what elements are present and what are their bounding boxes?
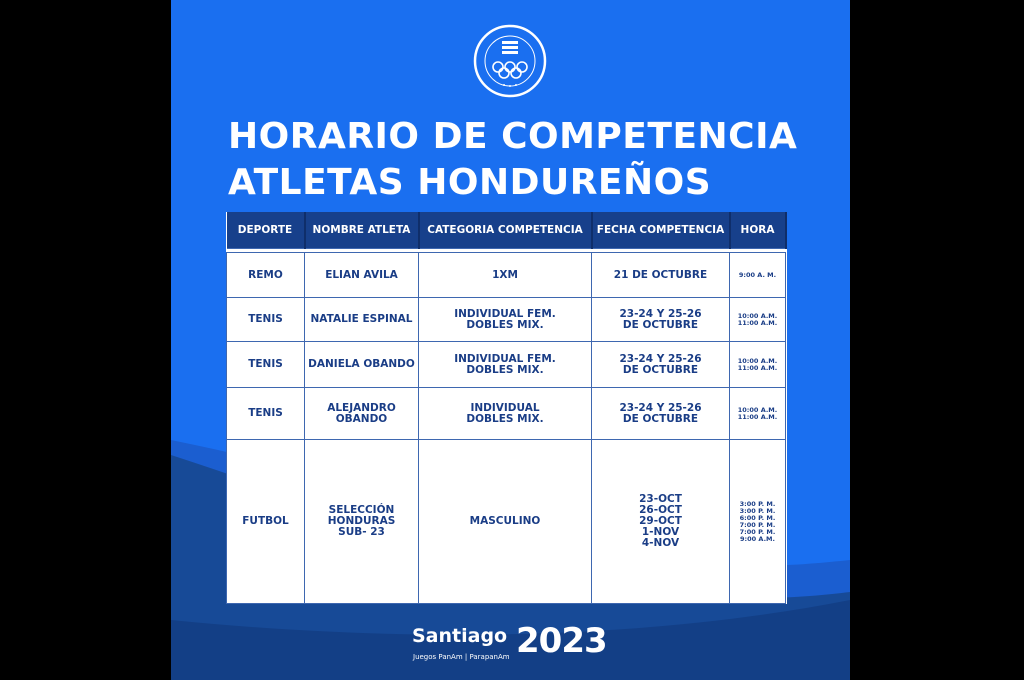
cell-deporte: TENIS xyxy=(227,388,305,440)
cell-atleta: ALEJANDRO OBANDO xyxy=(305,388,419,440)
title-line-2: ATLETAS HONDUREÑOS xyxy=(228,162,712,203)
cell-categoria: INDIVIDUAL FEM. DOBLES MIX. xyxy=(419,342,592,388)
cell-deporte: REMO xyxy=(227,253,305,298)
cell-atleta: DANIELA OBANDO xyxy=(305,342,419,388)
page-title xyxy=(228,114,828,206)
cell-deporte: FUTBOL xyxy=(227,440,305,604)
table-row xyxy=(227,342,786,388)
cell-atleta: ELIAN AVILA xyxy=(305,253,419,298)
table-row xyxy=(227,298,786,342)
cell-fecha: 23-OCT 26-OCT 29-OCT 1-NOV 4-NOV xyxy=(592,440,730,604)
column-header-hora: HORA xyxy=(730,212,786,249)
cell-deporte: TENIS xyxy=(227,298,305,342)
footer-year: 2023 xyxy=(516,621,607,661)
santiago-2023-logo xyxy=(412,621,612,671)
footer-subtitle: Juegos PanAm | ParapanAm xyxy=(413,653,510,661)
poster xyxy=(171,0,850,680)
column-header-deporte: DEPORTE xyxy=(227,212,305,249)
column-header-atleta: NOMBRE ATLETA xyxy=(305,212,419,249)
column-header-categoria: CATEGORIA COMPETENCIA xyxy=(419,212,592,249)
footer-brand: Santiago xyxy=(412,625,508,647)
cell-fecha: 21 DE OCTUBRE xyxy=(592,253,730,298)
cell-fecha: 23-24 Y 25-26 DE OCTUBRE xyxy=(592,342,730,388)
cell-fecha: 23-24 Y 25-26 DE OCTUBRE xyxy=(592,298,730,342)
table-row xyxy=(227,440,786,604)
table-row xyxy=(227,388,786,440)
cell-hora: 3:00 P. M. 3:00 P. M. 6:00 P. M. 7:00 P. M. 7:00 P. M. 9:00 A.M. xyxy=(730,440,786,604)
column-header-fecha: FECHA COMPETENCIA xyxy=(592,212,730,249)
table-header-row xyxy=(227,212,786,249)
cell-categoria: INDIVIDUAL DOBLES MIX. xyxy=(419,388,592,440)
cell-atleta: SELECCIÓN HONDURAS SUB- 23 xyxy=(305,440,419,604)
table-row xyxy=(227,253,786,298)
cell-categoria: INDIVIDUAL FEM. DOBLES MIX. xyxy=(419,298,592,342)
cell-hora: 10:00 A.M. 11:00 A.M. xyxy=(730,298,786,342)
schedule-table xyxy=(226,212,787,604)
cell-atleta: NATALIE ESPINAL xyxy=(305,298,419,342)
cell-hora: 10:00 A.M. 11:00 A.M. xyxy=(730,388,786,440)
cell-fecha: 23-24 Y 25-26 DE OCTUBRE xyxy=(592,388,730,440)
cell-categoria: MASCULINO xyxy=(419,440,592,604)
cell-hora: 9:00 A. M. xyxy=(730,253,786,298)
cell-hora: 10:00 A.M. 11:00 A.M. xyxy=(730,342,786,388)
cell-deporte: TENIS xyxy=(227,342,305,388)
cell-categoria: 1XM xyxy=(419,253,592,298)
olympic-committee-logo xyxy=(473,24,547,98)
title-line-1: HORARIO DE COMPETENCIA xyxy=(228,116,798,157)
